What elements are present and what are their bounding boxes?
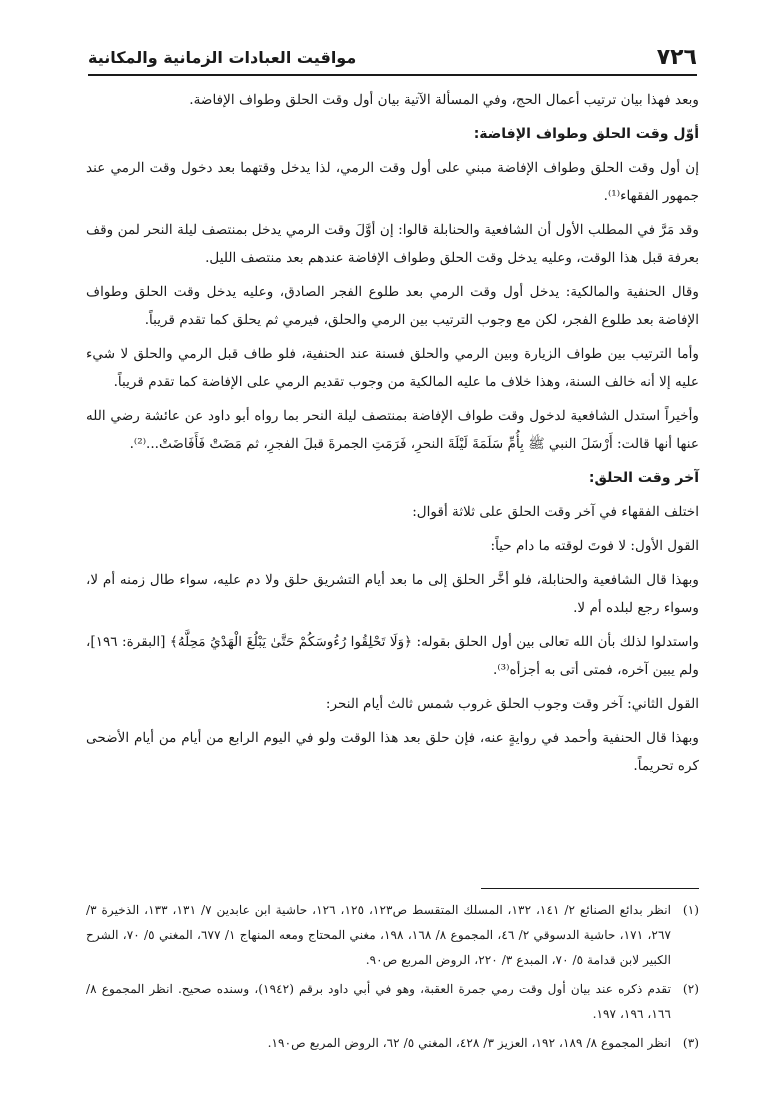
paragraph: وبهذا قال الحنفية وأحمد في روايةٍ عنه، فإن حلق بعد هذا الوقت ولو في اليوم الرابع من أيام من أيام الأضحى كره تحريماً. <box>86 730 699 774</box>
footnote <box>86 1031 699 1056</box>
footnote-divider <box>481 888 699 889</box>
paragraph: إن أول وقت الحلق وطواف الإفاضة مبني على أول وقت الرمي، لذا يدخل وقتهما بعد دخول وقت الرمي عند جمهور الفقهاء⁽¹⁾. <box>86 160 699 204</box>
paragraph: وأما الترتيب بين طواف الزيارة وبين الرمي والحلق فسنة عند الحنفية، فلو طاف قبل الرمي والحلق لا شيء عليه إلا أنه خالف السنة، وهذا خلاف ما عليه المالكية من وجوب تقديم الرمي على الإفاضة كما تقدم قريباً. <box>86 346 699 390</box>
footnote-text: انظر المجموع ٨/ ١٨٩، ١٩٢، العزيز ٣/ ٤٢٨، المغني ٥/ ٦٢، الروض المربع ص١٩٠. <box>267 1036 671 1050</box>
paragraph: وبهذا قال الشافعية والحنابلة، فلو أخَّر الحلق إلى ما بعد أيام التشريق حلق ولا دم عليه، سواء طال زمنه أم لا، وسواء رجع لبلده أم لا. <box>86 572 699 616</box>
footnote-number: (٢) <box>682 982 699 996</box>
paragraph: واستدلوا لذلك بأن الله تعالى بين أول الحلق بقوله: ﴿وَلَا تَحْلِقُوا رُءُوسَكُمْ حَتَّىٰ يَبْلُغَ الْهَدْيُ مَحِلَّهُ﴾ [البقرة: ١٩٦]، ولم يبين آخره، فمتى أتى به أجزأه⁽³⁾. <box>86 634 699 678</box>
footnote-number: (٣) <box>682 1036 699 1050</box>
section-heading: آخر وقت الحلق: <box>588 470 699 486</box>
running-title: مواقيت العبادات الزمانية والمكانية <box>88 47 357 67</box>
paragraph: وقال الحنفية والمالكية: يدخل أول وقت الرمي بعد طلوع الفجر الصادق، وعليه يدخل وقت الحلق وطواف الإفاضة بعد طلوع الفجر، لكن مع وجوب الترتيب بين الرمي والحلق، فيرمي ثم يحلق كما تقدم قريباً. <box>86 284 699 328</box>
paragraph: القول الثاني: آخر وقت وجوب الحلق غروب شمس ثالث أيام النحر: <box>325 696 699 712</box>
footnote <box>86 898 699 973</box>
section-heading: أوّل وقت الحلق وطواف الإفاضة: <box>473 126 699 142</box>
footnote-text: تقدم ذكره عند بيان أول وقت رمي جمرة العقبة، وهو في أبي داود برقم (١٩٤٢)، وسنده صحيح. انظر المجموع ٨/ ١٦٦، ١٩٦، ١٩٧. <box>86 982 671 1021</box>
footnote-text: انظر بدائع الصنائع ٢/ ١٤١، ١٣٢، المسلك المتقسط ص١٢٣، ١٢٥، ١٢٦، حاشية ابن عابدين ٧/ ١٣١، ١٣٣، الذخيرة ٣/ ٢٦٧، ١٧١، حاشية الدسوقي ٢/ ٤٦، المجموع ٨/ ١٦٨، ١٩٨، مغني المحتاج ومعه المنهاج ١/ ٦٧٧، المغني ٥/ ٧٠، الشرح الكبير لابن قدامة ٥/ ٧٠، المبدع ٣/ ٢٢٠، الروض المربع ص٩٠. <box>86 903 672 967</box>
page-header <box>88 40 697 76</box>
paragraph: وقد مَرَّ في المطلب الأول أن الشافعية والحنابلة قالوا: إن أوَّلَ وقت الرمي يدخل بمنتصف ليلة النحر لمن وقف بعرفة قبل هذا الوقت، وعليه يدخل وقت الحلق وطواف الإفاضة عندهم بعد منتصف الليل. <box>86 222 699 266</box>
paragraph: اختلف الفقهاء في آخر وقت الحلق على ثلاثة أقوال: <box>412 504 699 520</box>
footnote <box>86 977 699 1027</box>
paragraph: القول الأول: لا فوتَ لوقته ما دام حياً: <box>490 538 699 554</box>
paragraph: وبعد فهذا بيان ترتيب أعمال الحج، وفي المسألة الآتية بيان أول وقت الحلق وطواف الإفاضة. <box>189 92 699 108</box>
main-text <box>86 86 699 786</box>
page-number: ٧٢٦ <box>656 44 697 70</box>
footnotes <box>86 898 699 1060</box>
paragraph: وأخيراً استدل الشافعية لدخول وقت طواف الإفاضة بمنتصف ليلة النحر بما رواه أبو داود عن عائشة رضي الله عنها أنها قالت: أَرْسَلَ النبي ﷺ بِأُمِّ سَلَمَةَ لَيْلَةَ النحرِ، فَرَمَتِ الجمرةَ قبلَ الفجرِ، ثم مَضَتْ فَأَفَاضَتْ...⁽²⁾. <box>86 408 699 452</box>
footnote-number: (١) <box>682 903 699 917</box>
